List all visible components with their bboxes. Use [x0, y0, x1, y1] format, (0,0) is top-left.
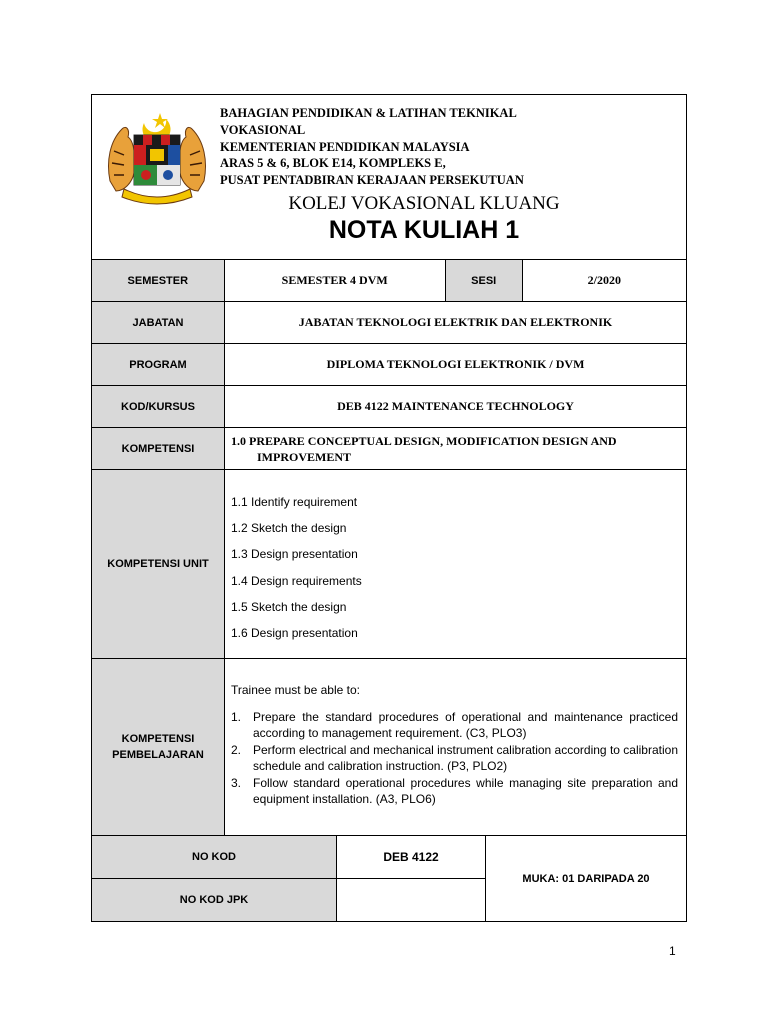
kod-kursus-row [92, 386, 686, 428]
semester-label: SEMESTER [92, 260, 225, 301]
kompetensi-line: IMPROVEMENT [257, 449, 351, 464]
agency-line: KEMENTERIAN PENDIDIKAN MALAYSIA [220, 139, 470, 154]
coat-of-arms-icon [104, 111, 210, 205]
kompetensi-value [225, 433, 625, 465]
agency-address [220, 105, 524, 189]
kompetensi-row [92, 428, 686, 470]
agency-line: VOKASIONAL [220, 122, 306, 137]
kompetensi-pembelajaran-label [92, 659, 225, 835]
list-text: Follow standard operational procedures while managing site preparation and equipment installation. (A3, PLO6) [253, 776, 678, 806]
footer-table [92, 835, 686, 921]
list-item [231, 709, 678, 741]
agency-line: PUSAT PENTADBIRAN KERAJAAN PERSEKUTUAN [220, 173, 524, 188]
document-frame [91, 94, 687, 922]
list-text: Perform electrical and mechanical instrument calibration according to calibration schedule and calibration instruction. (P3, PLO2) [253, 743, 678, 773]
college-name: KOLEJ VOKASIONAL KLUANG [288, 193, 560, 214]
page-number: 1 [669, 944, 676, 958]
kod-kursus-label: KOD/KURSUS [92, 386, 225, 427]
no-kod-label: NO KOD [92, 836, 336, 879]
no-kod-jpk-label: NO KOD JPK [92, 879, 336, 921]
program-value: DIPLOMA TEKNOLOGI ELEKTRONIK / DVM [326, 357, 585, 371]
kompetensi-unit-row [92, 470, 686, 659]
footer-values [337, 836, 486, 921]
footer-labels [92, 836, 337, 921]
label-line: PEMBELAJARAN [112, 749, 204, 761]
label-line: KOMPETENSI [121, 733, 195, 745]
list-item: 1.3 Design presentation [231, 547, 358, 562]
kompetensi-value-cell [225, 428, 686, 469]
agency-line: ARAS 5 & 6, BLOK E14, KOMPLEKS E, [220, 156, 446, 171]
jabatan-label: JABATAN [92, 302, 225, 343]
list-number: 1. [231, 710, 242, 724]
pembelajaran-intro: Trainee must be able to: [231, 683, 360, 697]
list-item: 1.1 Identify requirement [231, 495, 358, 509]
semester-row [92, 260, 686, 302]
no-kod-value: DEB 4122 [337, 836, 485, 879]
list-number: 3. [231, 776, 242, 790]
agency-line: BAHAGIAN PENDIDIKAN & LATIHAN TEKNIKAL [220, 106, 517, 120]
no-kod-jpk-value [337, 879, 485, 921]
list-text: Prepare the standard procedures of operational and maintenance practiced according to management requirement. (C3, PLO3) [253, 710, 678, 740]
program-label: PROGRAM [92, 344, 225, 385]
page-count: MUKA: 01 DARIPADA 20 [522, 872, 650, 885]
program-row [92, 344, 686, 386]
list-item [231, 775, 678, 807]
list-item [231, 742, 678, 774]
list-number: 2. [231, 743, 242, 757]
kod-kursus-value: DEB 4122 MAINTENANCE TECHNOLOGY [337, 399, 574, 413]
document-title: NOTA KULIAH 1 [328, 216, 520, 244]
sesi-label: SESI [445, 260, 523, 301]
jabatan-value: JABATAN TEKNOLOGI ELEKTRIK DAN ELEKTRONIK [298, 315, 613, 329]
document-header [92, 95, 686, 260]
kompetensi-label: KOMPETENSI [92, 428, 225, 469]
kompetensi-line: 1.0 PREPARE CONCEPTUAL DESIGN, MODIFICATION DESIGN AND [231, 433, 617, 448]
kompetensi-pembelajaran-content [225, 659, 686, 835]
list-item: 1.4 Design requirements [231, 573, 362, 588]
sesi-value: 2/2020 [587, 273, 621, 287]
list-item: 1.6 Design presentation [231, 625, 358, 640]
list-item: 1.5 Sketch the design [231, 599, 347, 614]
pembelajaran-list [231, 709, 678, 807]
kompetensi-unit-label: KOMPETENSI UNIT [92, 470, 225, 658]
jabatan-row [92, 302, 686, 344]
list-item: 1.2 Sketch the design [231, 521, 347, 536]
kompetensi-unit-list [225, 470, 686, 658]
semester-value: SEMESTER 4 DVM [281, 273, 388, 287]
kompetensi-pembelajaran-row [92, 659, 686, 835]
